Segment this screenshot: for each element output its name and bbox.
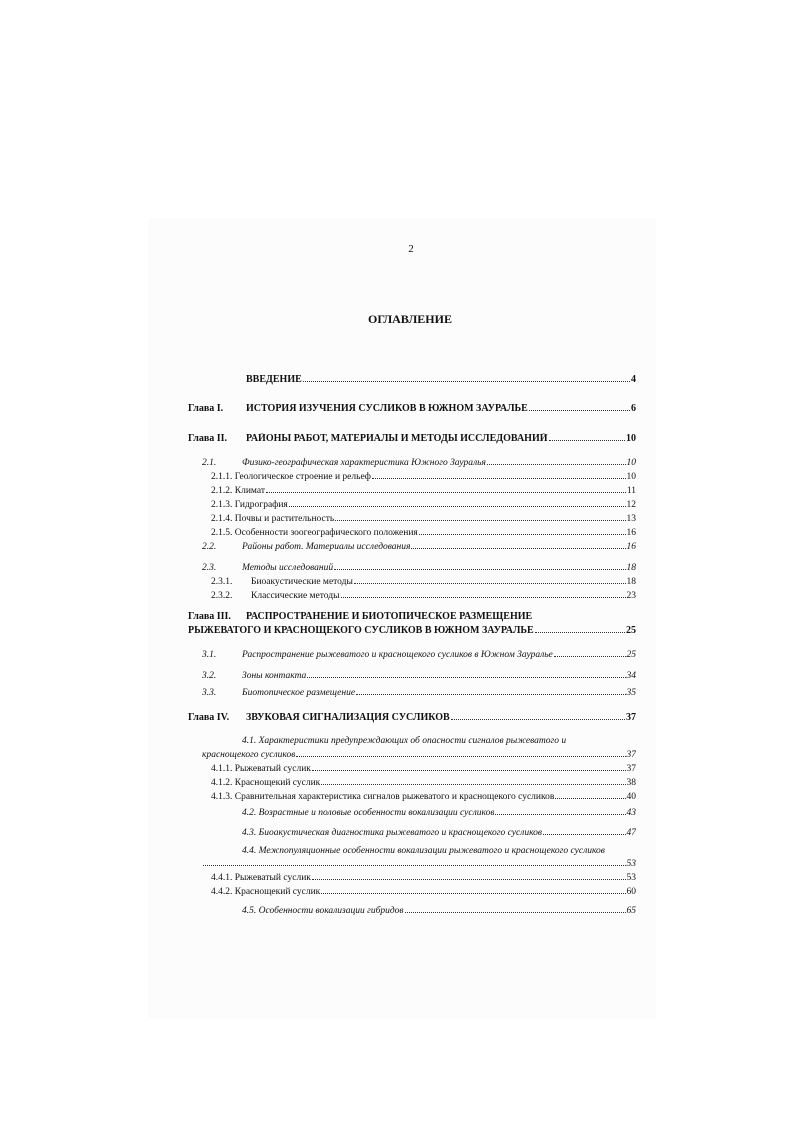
toc-entry-page: 10 — [626, 433, 636, 444]
toc-entry-leader — [411, 547, 625, 549]
toc-entry — [202, 749, 636, 761]
toc-entry-page: 43 — [626, 808, 636, 818]
toc-entry-page: 35 — [626, 688, 636, 698]
toc-entry — [211, 576, 636, 588]
toc-entry-leader — [312, 878, 626, 880]
toc-entry — [202, 827, 636, 839]
toc-entry-leader — [555, 797, 625, 799]
toc-entry — [188, 403, 636, 415]
toc-entry-title: Районы работ. Материалы исследования — [242, 542, 411, 552]
toc-entry-title: 2.1.4. Почвы и растительность — [211, 514, 335, 524]
toc-entry-page: 18 — [626, 577, 636, 587]
toc-entry-title: Биоакустические методы — [251, 577, 353, 587]
toc-entry — [202, 687, 636, 699]
toc-entry — [202, 649, 636, 661]
toc-entry-page: 10 — [626, 472, 636, 482]
toc-entry-leader — [554, 655, 626, 657]
toc-entry-title: 4.1.1. Рыжеватый суслик — [211, 764, 311, 774]
toc-entry-title: 4.1.3. Сравнительная характеристика сигналов рыжеватого и краснощекого сусликов — [211, 792, 555, 802]
toc-entry-title: 4.4.1. Рыжеватый суслик — [211, 873, 311, 883]
toc-entry — [202, 845, 636, 857]
toc-entry — [211, 513, 636, 525]
toc-entry-title: 4.5. Особенности вокализации гибридов — [242, 906, 404, 916]
toc-entry-leader — [266, 491, 626, 493]
toc-entry-page: 23 — [626, 591, 636, 601]
toc-entry — [202, 735, 636, 747]
toc-entry-number: 2.1. — [202, 458, 217, 468]
toc-entry-title: ИСТОРИЯ ИЗУЧЕНИЯ СУСЛИКОВ В ЮЖНОМ ЗАУРАЛЬЕ — [246, 403, 528, 414]
toc-entry — [211, 485, 636, 497]
toc-entry-title: ВВЕДЕНИЕ — [246, 374, 302, 385]
toc-entry-title: Физико-географическая характеристика Южного Зауралья — [242, 458, 486, 468]
toc-entry-number: 2.3.1. — [211, 577, 233, 587]
toc-entry — [188, 374, 636, 386]
toc-entry-leader — [334, 568, 625, 570]
toc-entry — [188, 625, 636, 637]
toc-entry-title: 2.1.1. Геологическое строение и рельеф — [211, 472, 371, 482]
toc-entry-title: 4.2. Возрастные и половые особенности вокализации сусликов — [242, 808, 495, 818]
toc-entry — [211, 471, 636, 483]
toc-entry-page: 60 — [626, 887, 636, 897]
toc-entry — [188, 433, 636, 445]
toc-entry-number: 2.3.2. — [211, 591, 233, 601]
toc-entry — [202, 541, 636, 553]
toc-entry — [211, 791, 636, 803]
toc-entry-title: ЗВУКОВАЯ СИГНАЛИЗАЦИЯ СУСЛИКОВ — [246, 712, 450, 723]
toc-entry-number: 2.2. — [202, 542, 217, 552]
toc-entry-title: 4.4.2. Краснощекий суслик — [211, 887, 321, 897]
page-title: ОГЛАВЛЕНИЕ — [368, 312, 452, 326]
toc-entry-leader — [487, 463, 626, 465]
toc-entry-page: 37 — [626, 750, 636, 760]
toc-entry-page: 18 — [626, 563, 636, 573]
toc-entry-title: 4.4. Межпопуляционные особенности вокализации рыжеватого и краснощекого сусликов — [242, 846, 605, 856]
toc-entry-title: 2.1.5. Особенности зоогеографического положения — [211, 528, 418, 538]
toc-entry-page: 53 — [626, 859, 636, 869]
toc-entry — [211, 527, 636, 539]
toc-entry-leader — [321, 783, 625, 785]
toc-entry-leader — [495, 813, 625, 815]
toc-entry-page: 37 — [626, 712, 636, 723]
toc-entry-leader — [296, 755, 625, 757]
toc-entry-page: 6 — [631, 403, 636, 414]
toc-entry-leader — [356, 693, 625, 695]
toc-entry-leader — [354, 582, 626, 584]
toc-entry — [188, 611, 636, 623]
toc-entry-title: Классические методы — [251, 591, 340, 601]
toc-entry-title: РЫЖЕВАТОГО И КРАСНОЩЕКОГО СУСЛИКОВ В ЮЖНОМ ЗАУРАЛЬЕ — [188, 625, 534, 636]
toc-entry — [211, 499, 636, 511]
toc-entry — [211, 763, 636, 775]
toc-entry-leader — [335, 519, 625, 521]
toc-entry-number: Глава II. — [188, 433, 228, 444]
toc-entry-leader — [303, 380, 630, 382]
toc-entry-page: 4 — [631, 374, 636, 385]
toc-entry-number: 3.1. — [202, 650, 217, 660]
toc-entry-page: 25 — [626, 650, 636, 660]
toc-entry-leader — [535, 631, 625, 633]
toc-entry-page: 53 — [626, 873, 636, 883]
toc-entry-page: 13 — [626, 514, 636, 524]
toc-entry-title: Методы исследований — [242, 563, 334, 573]
toc-entry — [188, 712, 636, 724]
toc-entry-leader — [372, 477, 626, 479]
toc-entry — [202, 670, 636, 682]
toc-entry-leader — [419, 533, 626, 535]
toc-entry-number: 3.2. — [202, 671, 217, 681]
toc-entry-page: 47 — [626, 828, 636, 838]
toc-entry — [202, 858, 636, 870]
page-number: 2 — [408, 243, 414, 255]
toc-entry-leader — [543, 833, 625, 835]
toc-entry-title: 4.1. Характеристики предупреждающих об опасности сигналов рыжеватого и — [242, 736, 567, 746]
toc-entry — [202, 905, 636, 917]
toc-entry — [202, 562, 636, 574]
toc-entry-leader — [529, 409, 630, 411]
toc-entry — [211, 886, 636, 898]
toc-entry-title: 2.1.2. Климат — [211, 486, 265, 496]
toc-entry-number: Глава I. — [188, 403, 224, 414]
toc-entry-leader — [203, 864, 626, 866]
toc-entry-title: Биотопическое размещение — [242, 688, 356, 698]
toc-entry — [211, 590, 636, 602]
toc-entry-page: 11 — [626, 486, 636, 496]
toc-entry-page: 34 — [626, 671, 636, 681]
toc-entry-page: 40 — [626, 792, 636, 802]
toc-entry-number: 2.3. — [202, 563, 217, 573]
toc-entry-page: 12 — [626, 500, 636, 510]
toc-entry-page: 37 — [626, 764, 636, 774]
toc-entry-page: 65 — [626, 906, 636, 916]
toc-entry — [211, 872, 636, 884]
toc-entry-title: Зоны контакта — [242, 671, 307, 681]
toc-entry — [202, 807, 636, 819]
toc-entry-page: 10 — [626, 458, 636, 468]
toc-entry-leader — [289, 505, 626, 507]
toc-entry-title: краснощекого сусликов — [202, 750, 296, 760]
toc-entry-leader — [321, 892, 625, 894]
toc-entry-title: РАЙОНЫ РАБОТ, МАТЕРИАЛЫ И МЕТОДЫ ИССЛЕДОВАНИЙ — [246, 433, 548, 444]
toc-entry-number: Глава IV. — [188, 712, 230, 723]
toc-entry-title: 2.1.3. Гидрография — [211, 500, 288, 510]
toc-entry-number: Глава III. — [188, 611, 231, 622]
toc-entry-leader — [405, 911, 626, 913]
toc-entry-title: РАСПРОСТРАНЕНИЕ И БИОТОПИЧЕСКОЕ РАЗМЕЩЕНИЕ — [246, 611, 533, 622]
toc-entry-leader — [307, 676, 625, 678]
toc-entry — [202, 457, 636, 469]
toc-entry-title: 4.1.2. Краснощекий суслик — [211, 778, 321, 788]
toc-entry-leader — [451, 718, 625, 720]
toc-entry-leader — [312, 769, 626, 771]
toc-entry — [211, 777, 636, 789]
toc-entry-page: 16 — [626, 528, 636, 538]
toc-entry-leader — [549, 439, 626, 441]
toc-entry-leader — [341, 596, 626, 598]
toc-entry-number: 3.3. — [202, 688, 217, 698]
toc-entry-page: 25 — [626, 625, 636, 636]
toc-entry-title: 4.3. Биоакустическая диагностика рыжеватого и краснощекого сусликов — [242, 828, 543, 838]
toc-entry-page: 38 — [626, 778, 636, 788]
toc-entry-page: 16 — [626, 542, 636, 552]
toc-entry-title: Распространение рыжеватого и краснощекого сусликов в Южном Зауралье — [242, 650, 553, 660]
